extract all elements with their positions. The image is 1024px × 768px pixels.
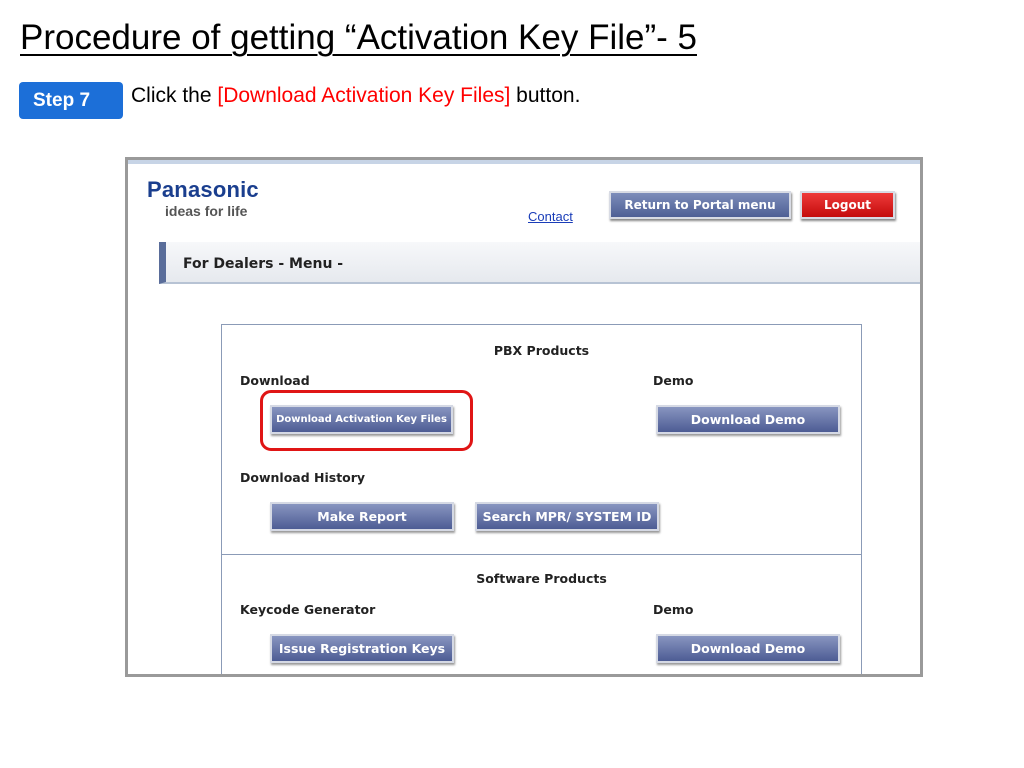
pbx-products-title: PBX Products <box>493 343 590 358</box>
download-history-label: Download History <box>240 470 366 485</box>
software-download-demo-button[interactable]: Download Demo <box>656 634 840 663</box>
software-products-title: Software Products <box>476 571 607 586</box>
panel-divider <box>222 554 861 555</box>
logo-tagline: ideas for life <box>165 203 248 219</box>
slide-title: Procedure of getting “Activation Key File”- 5 <box>20 18 697 57</box>
search-mpr-system-id-button[interactable]: Search MPR/ SYSTEM ID <box>475 502 659 531</box>
menu-title-bar <box>159 242 923 284</box>
keycode-generator-label: Keycode Generator <box>240 602 376 617</box>
instruction-text <box>131 84 580 108</box>
products-panel <box>221 324 862 677</box>
instruction-suffix: button. <box>510 84 581 107</box>
instruction-highlight: [Download Activation Key Files] <box>217 84 511 107</box>
pbx-demo-label: Demo <box>653 373 694 388</box>
issue-registration-keys-button[interactable]: Issue Registration Keys <box>270 634 454 663</box>
portal-top-border <box>128 160 920 164</box>
logout-button[interactable]: Logout <box>800 191 895 219</box>
make-report-button[interactable]: Make Report <box>270 502 454 531</box>
pbx-download-demo-button[interactable]: Download Demo <box>656 405 840 434</box>
return-to-portal-button[interactable]: Return to Portal menu <box>609 191 791 219</box>
portal-screenshot <box>125 157 923 677</box>
panasonic-logo: Panasonic <box>147 177 259 202</box>
step-badge: Step 7 <box>19 82 123 119</box>
instruction-prefix: Click the <box>131 84 218 107</box>
menu-title: For Dealers - Menu - <box>183 256 344 272</box>
download-label: Download <box>240 373 310 388</box>
contact-link[interactable]: Contact <box>528 209 573 224</box>
software-demo-label: Demo <box>653 602 694 617</box>
download-activation-key-files-button[interactable]: Download Activation Key Files <box>270 405 453 434</box>
